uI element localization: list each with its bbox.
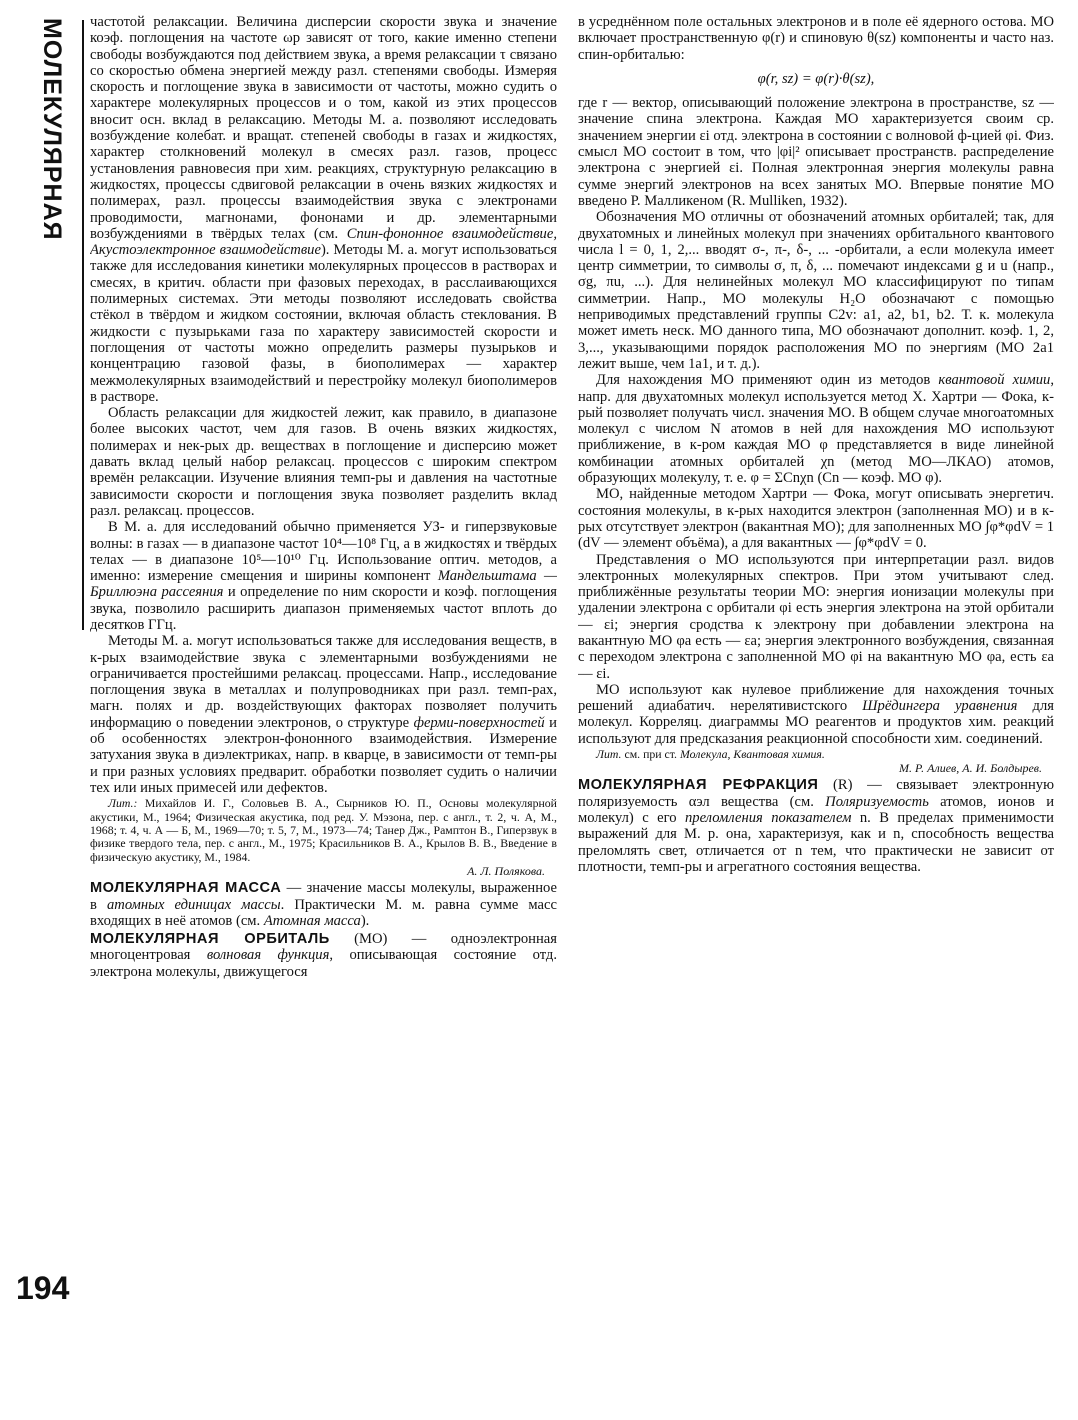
paragraph-text: для молекул. Корреляц. диаграммы МО реагентов и продуктов хим. реакций используют для предсказания реакционной способности хим. соединений.: [578, 698, 1054, 747]
formula: φ(r, sz) = φ(r)·θ(sz),: [757, 70, 875, 87]
paragraph-text: В М. а. для исследований обычно применяется УЗ- и гиперзвуковые волны: в газах — в диапазоне частот 10⁴—10⁸ Гц, а в жидкостях и твёрдых телах — в диапазоне 10⁵—10¹⁰ Гц. Использование оптич. методов, а именно: измерение смещения и ширины компонент: [90, 519, 557, 585]
cross-reference: Акустоэлектронное взаимодействие: [90, 242, 321, 259]
paragraph: Обозначения МО отличны от обозначений атомных орбиталей; так, для двухатомных и линейных молекул при значениях орбитального квантового числа l = 0, 1, 2,... вводят σ-, π-, δ-, ... -орбитали, а если молекула имеет центр симметрии, то символы σ, π, δ, ... помечают индексами g и u (напр., σg, πu, ...). Для нелинейных молекул МО классифицируют по типам симметрии. Напр., МО молекулы H₂O обозначают с помощью неприводимых представлений группы C2v: a1, a2, b1, b2. Т. к. молекула может иметь неск. МО данного типа, МО обозначают дополнит. коэф. 1, 2, 3,..., указывающими порядок расположения МО по энергиям (МО 2a1 лежит выше, чем 1a1, и т. д.).: [578, 209, 1054, 372]
entry-text: . Практически М. м. равна сумме масс входящих в неё атомов (см.: [90, 896, 557, 929]
entry-molecular-refraction: [578, 777, 1054, 875]
cross-reference: Поляризуемость: [825, 793, 929, 810]
paragraph: Область релаксации для жидкостей лежит, как правило, в диапазоне более высоких частот, чем для газов. В очень вязких жидкостях, полимерах и нек-рых др. веществах в поглощение и дисперсию может давать вклад целый набор релаксац. процессов с широким спектром времён релаксации. Изучение влияния темп-ры и давления на частотные зависимости скорости и поглощения звука позволяет разделить вклад разл. релаксац. процессов.: [90, 405, 557, 519]
literature: [90, 797, 557, 864]
author: М. Р. Алиев, А. И. Болдырев.: [899, 761, 1042, 776]
entry-text: ).: [360, 912, 370, 929]
cross-reference: ферми-поверхностей: [413, 714, 545, 731]
paragraph-text: МО используют как нулевое приближение для нахождения точных решений адиабатич. нерелятивистского: [578, 681, 1054, 715]
paragraph: [578, 682, 1054, 747]
cross-reference: Мандельштама — Бриллюэна рассеяния: [90, 568, 557, 601]
cross-reference: Атомная масса: [263, 912, 361, 929]
entry-text: n. В пределах применимости выражений для М. р. она, характеризуя, как и n, способность вещества преломлять свет, отличается от n тем, что практически не зависит от плотности, темп-ры и агрегатного состояния вещества.: [578, 810, 1054, 875]
paragraph: МО, найденные методом Хартри — Фока, могут описывать энергетич. состояния молекулы, в к-рых находится электрон (заполненная МО) и в к-рых отсутствует электрон (вакантная МО); для заполненных МО ∫φ*φdV = 1 (dV — элемент объёма), а для вакантных — ∫φ*φdV = 0.: [578, 486, 1054, 552]
literature: [578, 748, 1054, 761]
entry-headword: МОЛЕКУЛЯРНАЯ ОРБИТАЛЬ: [90, 931, 330, 948]
page-number: 194: [16, 1270, 70, 1306]
paragraph: в усреднённом поле остальных электронов и в поле её ядерного остова. МО включает пространственную φ(r) и спиновую θ(sz) компоненты и часто наз. спин-орбиталью:: [578, 14, 1054, 63]
cross-reference: Молекула, Квантовая химия.: [679, 747, 825, 762]
paragraph: [90, 633, 557, 796]
paragraph: [90, 519, 557, 633]
entry-text: (МО) — одноэлектронная многоцентровая: [90, 931, 557, 964]
right-column: [578, 14, 1054, 1409]
entry-text: (R) — связывает электронную поляризуемость αэл вещества (см.: [578, 777, 1054, 810]
cross-reference: Спин-фононное взаимодействие,: [346, 225, 557, 242]
paragraph: [578, 372, 1054, 486]
cross-reference: волновая функция: [206, 947, 330, 964]
literature-label: Лит.: [596, 747, 622, 762]
left-column: [90, 14, 557, 1409]
paragraph: где r — вектор, описывающий положение электрона в пространстве, sz — значение спина электрона. Каждая МО характеризуется своим ср. значением энергии εi отд. электрона в состоянии с волновой ф-цией φi. Физ. смысл МО состоит в том, что |φi|² описывает пространств. распределение электрона с энергией εi. Полная электронная энергия молекулы равна сумме энергий электронов на всех занятых МО. Впервые понятие МО введено Р. Малликеном (R. Mulliken, 1932).: [578, 95, 1054, 209]
side-rule: [82, 20, 84, 630]
literature-text: см. при ст.: [621, 747, 677, 762]
entry-headword: МОЛЕКУЛЯРНАЯ МАССА: [90, 880, 282, 897]
running-title: [22, 18, 72, 358]
paragraph-text: и об особенностях электрон-фононного взаимодействия. Измерение затухания звука в диэлектриках, напр. в кварце, в зависимости от темп-ры и при разных условиях предварит. обработки позволяет судить о наличии тех или иных примесей или дефектов.: [90, 714, 557, 796]
paragraph: [90, 14, 557, 405]
cross-reference: квантовой химии: [938, 372, 1051, 389]
paragraph-text: Для нахождения МО применяют один из методов: [596, 372, 931, 389]
cross-reference: преломления показателем: [684, 810, 852, 827]
cross-reference: атомных единицах массы: [106, 896, 281, 913]
entry-molecular-mass: [90, 880, 557, 929]
entry-headword: МОЛЕКУЛЯРНАЯ РЕФРАКЦИЯ: [578, 777, 819, 794]
cross-reference: Шрёдингера уравнения: [862, 698, 1018, 715]
paragraph: Представления о МО используются при интерпретации разл. видов электронных молекулярных спектров. При этом учитывают след. приближённые результаты теории МО: энергия ионизации молекулы при удалении электрона с орбитали φi есть энергия электрона на этой орбитали — εi; энергия сродства к электрону при добавлении электрона на вакантную МО φa есть — εa; энергия электронного возбуждения, связанная с переходом электрона с заполненной МО φi на вакантную МО φa, есть εa — εi.: [578, 551, 1054, 682]
entry-molecular-orbital: [90, 931, 557, 980]
author: А. Л. Полякова.: [467, 864, 545, 879]
entry-text: атомов, ионов и молекул) с его: [578, 793, 1054, 827]
paragraph-text: частотой релаксации. Величина дисперсии скорости звука и значение коэф. поглощения на частоте ωр зависят от того, какие именно степени свободы возбуждаются под действием звука, а время релаксации τ связано со скоростью обмена энергией между разл. степенями свободы. Измеряя скорость и поглощение звука в зависимости от частоты, можно судить о характере молекулярных процессов и о том, какой из этих процессов вносит осн. вклад в релаксацию. Методы М. а. позволяют исследовать возбуждение колебат. и вращат. степеней свободы в газах и жидкостях, характер столкновений молекул в смесях разл. газов, процесс установления равновесия при хим. реакциях, структурную релаксацию в жидкостях, процессы сдвиговой релаксации в очень вязких жидкостях и полимерах, разл. процессы взаимодействия звука с электронами проводимости, магнонами, фононами и др. элементарными возбуждениями в твёрдых телах (см.: [90, 14, 557, 242]
paragraph-text: , напр. для двухатомных молекул используется метод Х. Хартри — Фока, к-рый позволяет получать числ. значения МО. В общем случае многоатомных молекул с числом N атомов в ней для нахождения МО используют приближение, в к-ром каждая МО φ представляется в виде линейной комбинации атомных орбиталей χn (метод МО—ЛКАО) атомов, образующих молекулу, т. е. φ = ΣCnχn (Cn — коэф. МО φ).: [578, 372, 1054, 487]
paragraph-text: ). Методы М. а. могут использоваться также для исследования кинетики молекулярных процессов в растворах и смесях, в критич. области при фазовых переходах, в расслаивающихся полимерных системах. Эти методы позволяют исследовать свойства стёкол в твёрдом и жидком состоянии, включая область стеклования. В жидкости с пузырьками газа по характеру зависимостей скорости и поглощения от частоты можно определить размеры пузырьков и концентрацию газовой фазы, в биополимерах — характер межмолекулярных взаимодействий и перестройку молекул биополимеров в растворе.: [90, 242, 557, 405]
running-title-text: МОЛЕКУЛЯРНАЯ: [38, 18, 66, 241]
literature-label: Лит.:: [108, 796, 138, 811]
entry-text: , описывающая состояние отд. электрона молекулы, движущегося: [90, 947, 557, 980]
paragraph-text: и определение по ним скорости и коэф. поглощения звука, позволило расширить диапазон применяемых частот вплоть до десятков ГГц.: [90, 584, 557, 633]
paragraph-text: Методы М. а. могут использоваться также для исследования веществ, в к-рых взаимодействие звука с элементарными возбуждениями не ограничивается простейшими релаксац. процессами. Напр., исследование поглощения звука в металлах и полупроводниках при разл. темп-рах, магн. полях и др. воздействующих факторах позволяет получить информацию о поведении электронов, о структуре: [90, 633, 557, 731]
entry-text: — значение массы молекулы, выраженное в: [90, 880, 557, 913]
literature-text: Михайлов И. Г., Соловьев В. А., Сырников Ю. П., Основы молекулярной акустики, М., 1964; Физическая акустика, под ред. У. Мэзона, пер. с англ., т. 2, ч. А, М., 1968; т. 4, ч. А — Б, М., 1969—70; т. 5, 7, М., 1973—74; Танер Дж., Рамптон В., Гиперзвук в физике твердого тела, пер. с англ., М., 1975; Красильников В. А., Крылов В. В., Введение в физическую акустику, М., 1984.: [90, 796, 557, 864]
